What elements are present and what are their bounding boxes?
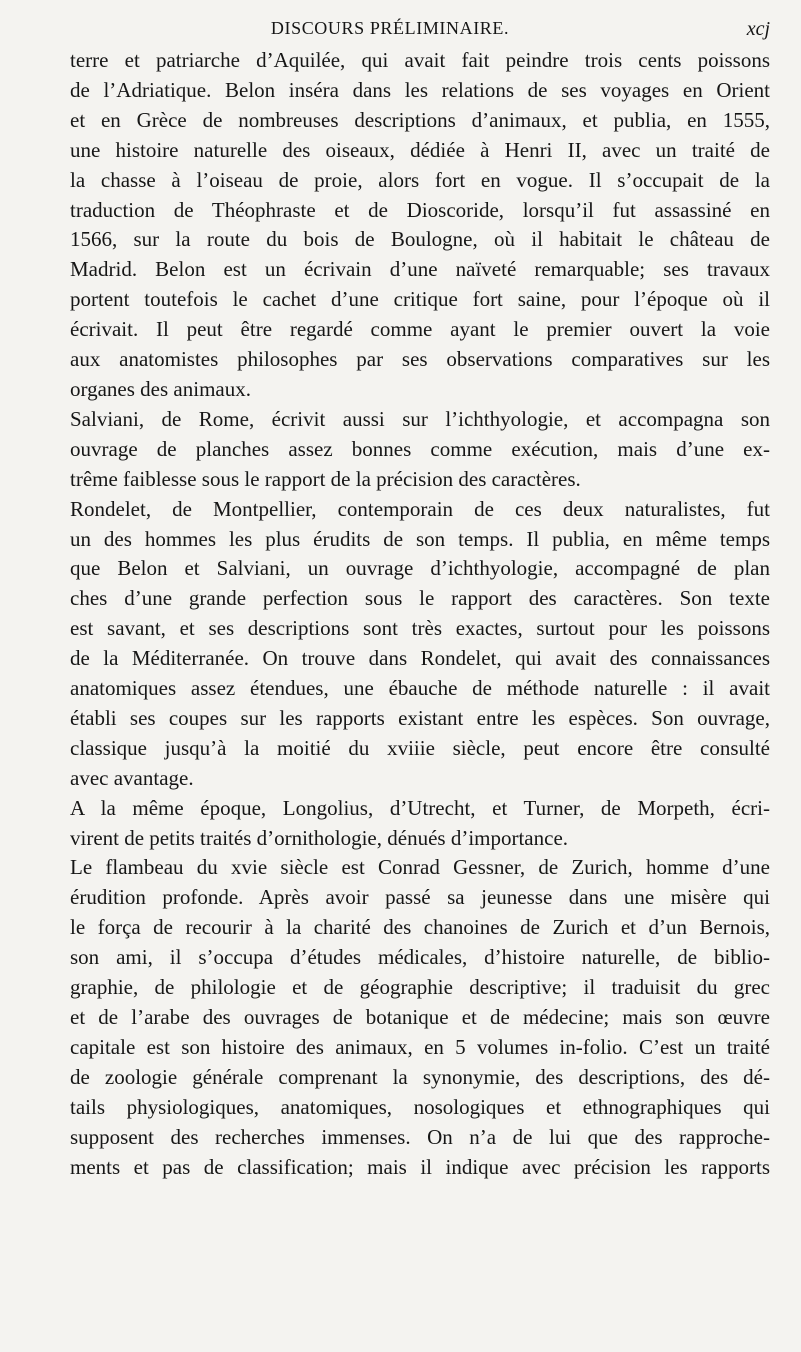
text-line: de zoologie générale comprenant la synonymie, des descriptions, des dé- [70, 1064, 770, 1089]
text-line: que Belon et Salviani, un ouvrage d’ichthyologie, accompagné de plan [70, 556, 770, 581]
text-line: 1566, sur la route du bois de Boulogne, où il habitait le château de [70, 227, 770, 252]
text-line: A la même époque, Longolius, d’Utrecht, et Turner, de Morpeth, écri- [70, 795, 770, 820]
text-line: ments et pas de classification; mais il indique avec précision les rapports [70, 1154, 770, 1179]
text-line: virent de petits traités d’ornithologie, dénués d’importance. [70, 825, 569, 850]
text-line: Madrid. Belon est un écrivain d’une naïveté remarquable; ses travaux [70, 257, 770, 282]
text-line: une histoire naturelle des oiseaux, dédiée à Henri II, avec un traité de [70, 137, 770, 162]
text-line: graphie, de philologie et de géographie descriptive; il traduisit du grec [70, 975, 770, 1000]
text-line: tails physiologiques, anatomiques, nosologiques et ethnographiques qui [70, 1094, 770, 1119]
text-line: ouvrage de planches assez bonnes comme exécution, mais d’une ex- [70, 436, 770, 461]
text-line: établi ses coupes sur les rapports existant entre les espèces. Son ouvrage, [70, 705, 770, 730]
text-line: portent toutefois le cachet d’une critique fort saine, pour l’époque où il [70, 287, 770, 312]
page-header [70, 18, 770, 46]
text-line: avec avantage. [70, 765, 194, 790]
text-line: classique jusqu’à la moitié du xviiie siècle, peut encore être consulté [70, 735, 770, 760]
page-number: xcj [746, 18, 770, 40]
text-line: de la Méditerranée. On trouve dans Rondelet, qui avait des connaissances [70, 646, 770, 671]
running-head: DISCOURS PRÉLIMINAIRE. [270, 18, 510, 38]
text-line: et en Grèce de nombreuses descriptions d’animaux, et publia, en 1555, [70, 107, 770, 132]
text-line: Le flambeau du xvie siècle est Conrad Gessner, de Zurich, homme d’une [70, 855, 770, 880]
text-line: aux anatomistes philosophes par ses observations comparatives sur les [70, 347, 770, 372]
text-line: trême faiblesse sous le rapport de la précision des caractères. [70, 466, 581, 491]
text-line: capitale est son histoire des animaux, en 5 volumes in-folio. C’est un traité [70, 1034, 770, 1059]
text-line: supposent des recherches immenses. On n’a de lui que des rapproche- [70, 1124, 770, 1149]
text-line: ches d’une grande perfection sous le rapport des caractères. Son texte [70, 586, 770, 611]
text-line: écrivait. Il peut être regardé comme ayant le premier ouvert la voie [70, 317, 770, 342]
text-line: organes des animaux. [70, 376, 251, 401]
body-text [70, 46, 770, 1182]
text-line: un des hommes les plus érudits de son temps. Il publia, en même temps [70, 526, 770, 551]
text-line: son ami, il s’occupa d’études médicales, d’histoire naturelle, de biblio- [70, 945, 770, 970]
text-line: est savant, et ses descriptions sont très exactes, surtout pour les poissons [70, 616, 770, 641]
text-line: Salviani, de Rome, écrivit aussi sur l’ichthyologie, et accompagna son [70, 406, 770, 431]
text-line: le força de recourir à la charité des chanoines de Zurich et d’un Bernois, [70, 915, 770, 940]
text-line: érudition profonde. Après avoir passé sa jeunesse dans une misère qui [70, 885, 770, 910]
text-line: terre et patriarche d’Aquilée, qui avait fait peindre trois cents poissons [70, 48, 770, 72]
text-line: anatomiques assez étendues, une ébauche de méthode naturelle : il avait [70, 676, 770, 701]
text-line: la chasse à l’oiseau de proie, alors fort en vogue. Il s’occupait de la [70, 167, 770, 192]
text-line: de l’Adriatique. Belon inséra dans les relations de ses voyages en Orient [70, 77, 770, 102]
text-line: et de l’arabe des ouvrages de botanique et de médecine; mais son œuvre [70, 1005, 770, 1029]
text-line: traduction de Théophraste et de Dioscoride, lorsqu’il fut assassiné en [70, 197, 770, 222]
text-line: Rondelet, de Montpellier, contemporain de ces deux naturalistes, fut [70, 496, 770, 521]
